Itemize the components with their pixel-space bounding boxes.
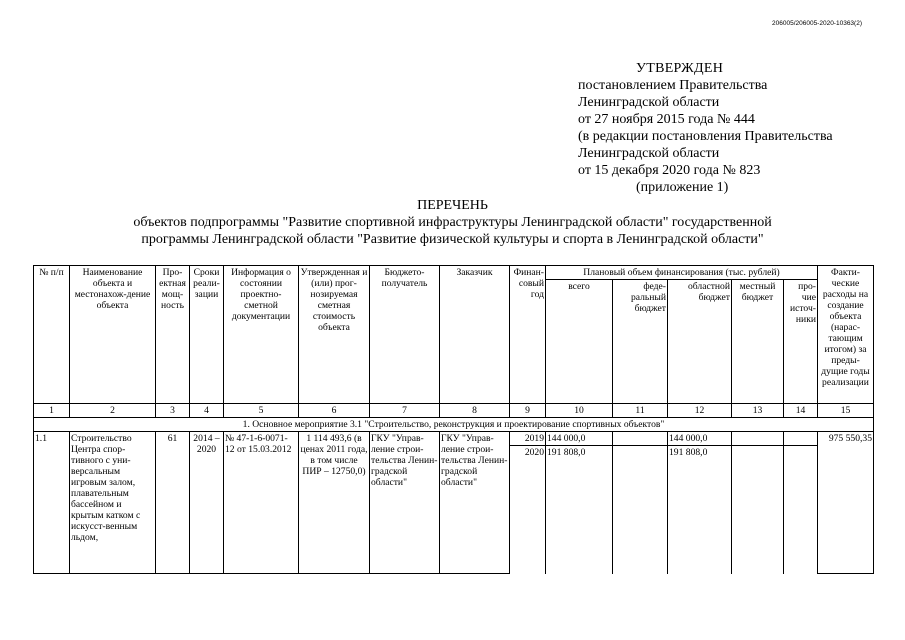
col-number: 8 (440, 404, 510, 418)
row-customer: ГКУ "Управ-ление строи-тельства Ленин-градской области" (440, 432, 510, 574)
document-title (30, 197, 875, 248)
header-terms: Сроки реали-зации (190, 266, 224, 404)
document-id: 206005/206005-2020-10363(2) (772, 20, 862, 27)
approval-line: Ленинградской области (578, 95, 720, 110)
col-number: 7 (370, 404, 440, 418)
title-line-1: объектов подпрограммы "Развитие спортивной инфраструктуры Ленинградской области" государственной (133, 215, 772, 230)
row-regional-2020: 191 808,0 (668, 446, 732, 574)
header-total: всего (546, 280, 613, 404)
row-other-2019 (784, 432, 818, 446)
row-num: 1.1 (34, 432, 70, 574)
col-number: 4 (190, 404, 224, 418)
header-capacity: Про-ектная мощ-ность (156, 266, 190, 404)
approval-line: Ленинградской области (578, 146, 720, 161)
header-docs: Информация о состоянии проектно-сметной документации (224, 266, 299, 404)
header-cost: Утвержденная и (или) прог-нозируемая сметная стоимость объекта (299, 266, 370, 404)
row-year-2020: 2020 (510, 446, 546, 574)
approval-line: постановлением Правительства (578, 78, 768, 93)
col-number: 15 (818, 404, 874, 418)
approval-heading: УТВЕРЖДЕН (636, 61, 724, 76)
header-actual: Факти-ческие расходы на создание объекта (нарас-тающим итогом) за преды-дущие годы реализации (818, 266, 874, 404)
row-federal-2019 (613, 432, 668, 446)
col-number: 6 (299, 404, 370, 418)
approval-line: от 27 ноября 2015 года № 444 (578, 112, 755, 127)
row-actual: 975 550,35 (818, 432, 874, 574)
header-local: местный бюджет (732, 280, 784, 404)
row-local-2020 (732, 446, 784, 574)
col-number: 12 (668, 404, 732, 418)
column-numbers-row (34, 404, 874, 418)
header-year: Финан-совый год (510, 266, 546, 404)
objects-table (33, 265, 874, 574)
approval-line: (в редакции постановления Правительства (578, 129, 833, 144)
table-row (34, 432, 874, 446)
col-number: 13 (732, 404, 784, 418)
row-regional-2019: 144 000,0 (668, 432, 732, 446)
row-total-2019: 144 000,0 (546, 432, 613, 446)
row-local-2019 (732, 432, 784, 446)
header-other: про-чие источ-ники (784, 280, 818, 404)
header-name: Наименование объекта и местонахож-дение объекта (70, 266, 156, 404)
col-number: 3 (156, 404, 190, 418)
title-line-2: программы Ленинградской области "Развитие физической культуры и спорта в Ленинградской области" (141, 232, 764, 247)
header-num: № п/п (34, 266, 70, 404)
col-number: 14 (784, 404, 818, 418)
row-docs: № 47-1-6-0071-12 от 15.03.2012 (224, 432, 299, 574)
approval-line: от 15 декабря 2020 года № 823 (578, 163, 761, 178)
row-name: Строительство Центра спор-тивного с уни-версальным игровым залом, плавательным бассейном и крытым катком с искусст-венным льдом, (70, 432, 156, 574)
row-cost: 1 114 493,6 (в ценах 2011 года, в том числе ПИР – 12750,0) (299, 432, 370, 574)
row-terms: 2014 – 2020 (190, 432, 224, 574)
row-total-2020: 191 808,0 (546, 446, 613, 574)
col-number: 9 (510, 404, 546, 418)
row-capacity: 61 (156, 432, 190, 574)
col-number: 5 (224, 404, 299, 418)
row-other-2020 (784, 446, 818, 574)
col-number: 1 (34, 404, 70, 418)
col-number: 11 (613, 404, 668, 418)
header-recipient: Бюджето-получатель (370, 266, 440, 404)
col-number: 10 (546, 404, 613, 418)
row-year-2019: 2019 (510, 432, 546, 446)
approval-block (578, 60, 898, 196)
header-customer: Заказчик (440, 266, 510, 404)
header-planned-group: Плановый объем финансирования (тыс. рублей) (546, 266, 818, 280)
title-main: ПЕРЕЧЕНЬ (417, 198, 488, 213)
approval-appendix: (приложение 1) (636, 180, 729, 195)
row-federal-2020 (613, 446, 668, 574)
col-number: 2 (70, 404, 156, 418)
header-regional: областной бюджет (668, 280, 732, 404)
row-recipient: ГКУ "Управ-ление строи-тельства Ленин-градской области" (370, 432, 440, 574)
section-row: 1. Основное мероприятие 3.1 "Строительство, реконструкция и проектирование спортивных объектов" (34, 418, 874, 432)
header-federal: феде-ральный бюджет (613, 280, 668, 404)
